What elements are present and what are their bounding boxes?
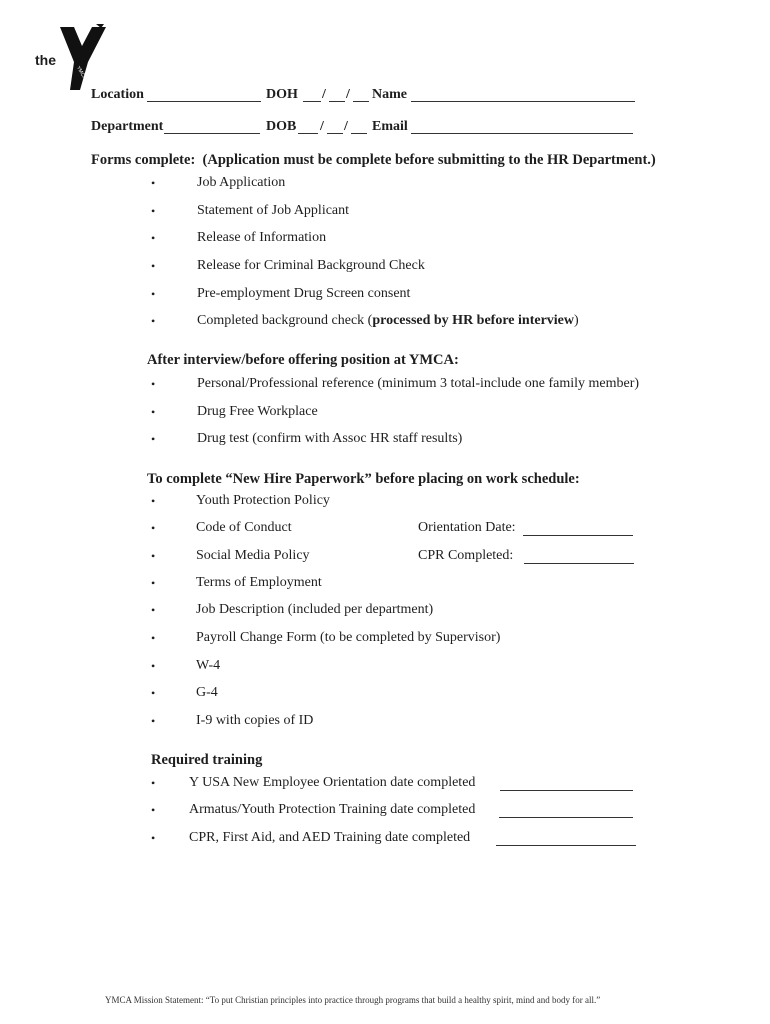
bullet: • — [151, 549, 156, 563]
forms-heading-label: Forms complete: — [91, 152, 196, 168]
bullet: • — [151, 494, 156, 508]
cpr-completed-field[interactable] — [524, 552, 634, 564]
email-field[interactable] — [411, 122, 633, 134]
new-hire-heading: To complete “New Hire Paperwork” before placing on work schedule: — [147, 471, 580, 487]
logo-word: the — [35, 52, 56, 68]
date-separator: / — [346, 87, 350, 102]
after-interview-heading: After interview/before offering position at YMCA: — [147, 352, 459, 368]
list-item: Release for Criminal Background Check — [197, 258, 425, 273]
bullet: • — [151, 576, 156, 590]
list-item: Social Media Policy — [196, 548, 310, 563]
list-item: Y USA New Employee Orientation date completed — [189, 775, 476, 790]
dob-label: DOB — [266, 119, 297, 134]
list-item: Armatus/Youth Protection Training date completed — [189, 802, 476, 817]
list-item — [197, 313, 579, 329]
bullet: • — [151, 377, 156, 391]
list-item: Personal/Professional reference (minimum 3 total-include one family member) — [197, 376, 640, 391]
bullet: • — [151, 521, 156, 535]
department-field[interactable] — [164, 122, 260, 134]
bullet: • — [151, 204, 156, 218]
bullet: • — [151, 287, 156, 301]
bullet: • — [151, 603, 156, 617]
bg-check-bold-text: processed by HR before interview — [372, 313, 575, 328]
bullet: • — [151, 259, 156, 273]
list-item: W-4 — [196, 658, 221, 673]
bullet: • — [151, 405, 156, 419]
doh-label: DOH — [266, 87, 298, 102]
mission-statement: YMCA Mission Statement: “To put Christian principles into practice through programs that build a healthy spirit, mind and body for all.” — [105, 995, 601, 1005]
bg-check-text: Completed background check ( — [197, 313, 373, 328]
location-label: Location — [91, 87, 144, 102]
list-item: G-4 — [196, 685, 218, 700]
list-item: Drug test (confirm with Assoc HR staff results) — [197, 431, 463, 446]
list-item: Youth Protection Policy — [196, 493, 330, 508]
bg-check-close: ) — [574, 313, 579, 328]
bullet: • — [151, 631, 156, 645]
list-item: Payroll Change Form (to be completed by Supervisor) — [196, 630, 501, 645]
list-item: CPR, First Aid, and AED Training date completed — [189, 830, 471, 845]
bullet: • — [151, 831, 156, 845]
bullet: • — [151, 803, 156, 817]
cpr-completed-label: CPR Completed: — [418, 548, 514, 563]
list-item: Drug Free Workplace — [197, 404, 318, 419]
dob-day-field[interactable] — [327, 122, 343, 134]
date-separator: / — [322, 87, 326, 102]
bullet: • — [151, 314, 156, 328]
bullet: • — [151, 176, 156, 190]
bullet: • — [151, 714, 156, 728]
bullet: • — [151, 659, 156, 673]
ymca-logo — [30, 22, 110, 92]
department-label: Department — [91, 119, 164, 134]
list-item: Pre-employment Drug Screen consent — [197, 286, 411, 301]
training-date-field[interactable] — [496, 834, 636, 846]
list-item: I-9 with copies of ID — [196, 713, 314, 728]
training-date-field[interactable] — [500, 779, 633, 791]
doh-month-field[interactable] — [303, 90, 321, 102]
name-field[interactable] — [411, 90, 635, 102]
orientation-date-label: Orientation Date: — [418, 520, 516, 535]
bullet: • — [151, 776, 156, 790]
list-item: Statement of Job Applicant — [197, 203, 350, 218]
dob-month-field[interactable] — [298, 122, 318, 134]
training-heading: Required training — [151, 752, 263, 768]
forms-heading — [91, 152, 656, 169]
name-label: Name — [372, 87, 407, 102]
list-item: Terms of Employment — [196, 575, 322, 590]
date-separator: / — [344, 119, 348, 134]
bullet: • — [151, 231, 156, 245]
location-field[interactable] — [147, 90, 261, 102]
bullet: • — [151, 686, 156, 700]
bullet: • — [151, 432, 156, 446]
doh-day-field[interactable] — [329, 90, 345, 102]
list-item: Job Application — [197, 175, 286, 190]
doh-year-field[interactable] — [353, 90, 369, 102]
list-item: Code of Conduct — [196, 520, 292, 535]
logo-small-text: YMCA — [75, 65, 88, 81]
date-separator: / — [320, 119, 324, 134]
email-label: Email — [372, 119, 408, 134]
list-item: Job Description (included per department) — [196, 602, 434, 617]
dob-year-field[interactable] — [351, 122, 367, 134]
orientation-date-field[interactable] — [523, 524, 633, 536]
forms-heading-note: (Application must be complete before submitting to the HR Department.) — [202, 152, 656, 168]
training-date-field[interactable] — [499, 806, 633, 818]
list-item: Release of Information — [197, 230, 327, 245]
